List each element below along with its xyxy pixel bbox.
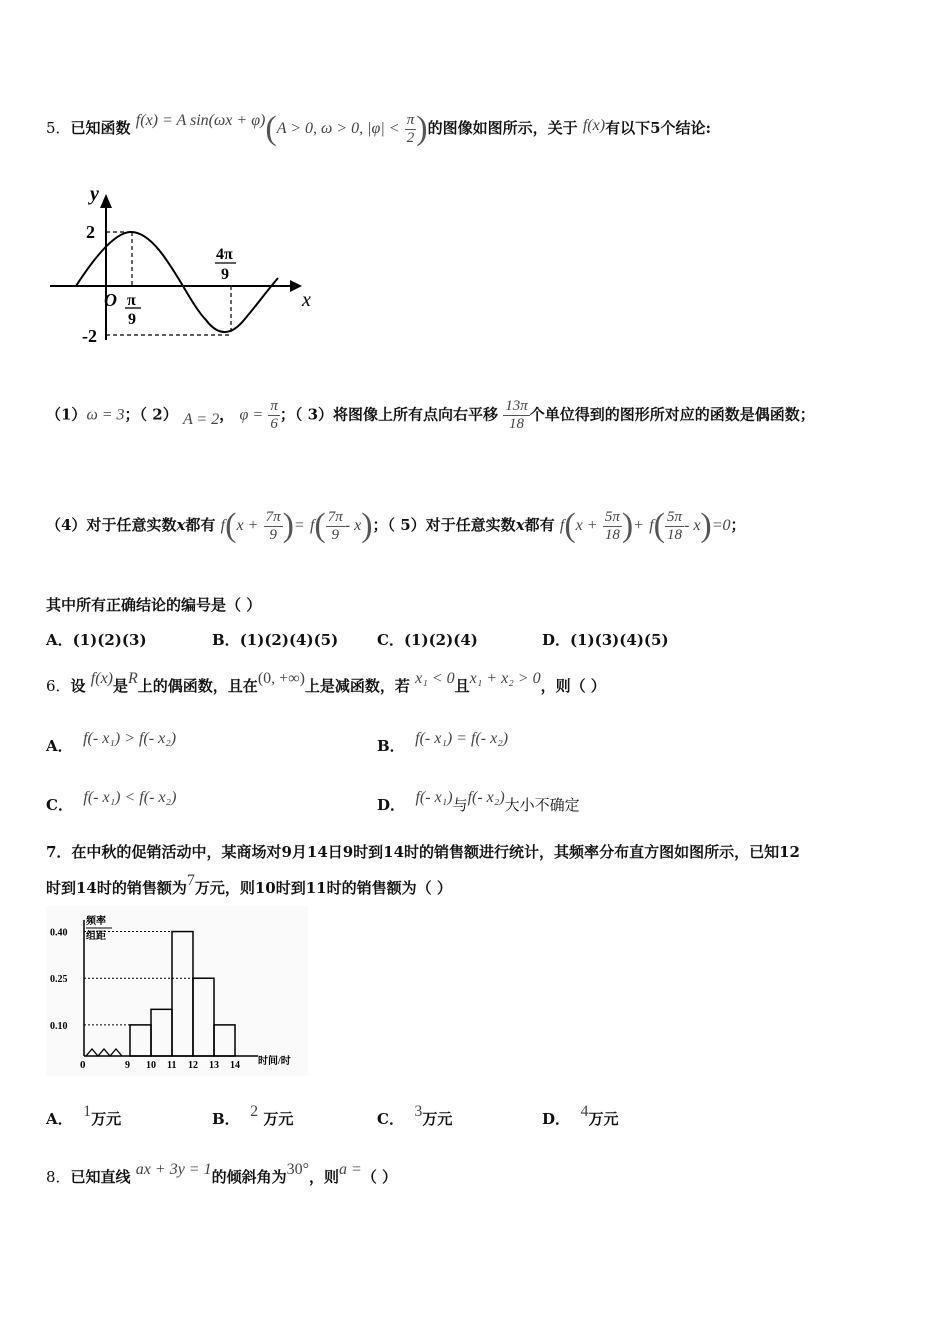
q8-t2: 的倾斜角为: [211, 1168, 287, 1186]
option-tail: 大小不确定: [504, 796, 580, 814]
option-math: f(- x₁) < f(- x₂): [83, 789, 177, 806]
option-text: (1)(2)(3): [72, 631, 147, 649]
q7-option-b[interactable]: [212, 1103, 294, 1129]
y-label: y: [90, 183, 99, 205]
q6-option-b[interactable]: [377, 730, 509, 756]
s4-paren-4: ): [361, 507, 373, 544]
q5-statements-1-3: [46, 398, 815, 433]
phi-num: π: [270, 398, 278, 414]
hist-x-tick: 10: [146, 1060, 156, 1071]
q5-option-b[interactable]: [212, 629, 338, 650]
tick1-num: π: [127, 292, 136, 309]
q6-option-c[interactable]: [46, 789, 177, 815]
s4-fraction-lhs: [264, 509, 283, 544]
q5-suffix2: 有以下5个结论:: [605, 119, 712, 137]
option-label: B．: [212, 631, 240, 649]
q5-option-a[interactable]: [46, 629, 147, 650]
q5-paren-close: ): [416, 110, 428, 147]
option-label: A．: [46, 1110, 73, 1128]
q6-t3: 上的偶函数，且在: [137, 677, 258, 695]
q5-condition: A > 0, ω > 0, |φ| <: [276, 120, 400, 137]
s3-sep: ；（ 3）将图像上所有点向右平移: [279, 405, 499, 424]
s2-math: A = 2: [182, 410, 220, 428]
origin-label: O: [104, 290, 117, 310]
option-num: 1: [83, 1103, 92, 1120]
s5-lhs-pre: x +: [575, 517, 598, 534]
s5-num-1: 5π: [604, 508, 620, 525]
option-label: C．: [377, 1110, 404, 1128]
s5-fraction-1: [603, 509, 622, 544]
q8-t1: 已知直线: [70, 1168, 131, 1186]
option-label: D．: [377, 796, 406, 814]
s3-den: 18: [509, 416, 525, 432]
q5-cond-fraction: [405, 112, 417, 147]
q5-fx: f(x): [582, 117, 606, 134]
option-math: f(- x₁) > f(- x₂): [83, 730, 177, 747]
s5-semicolon: ；: [730, 516, 746, 534]
s5-text: 都有: [524, 516, 555, 534]
s4-num-lhs: 7π: [265, 508, 281, 525]
hist-x-tick: 14: [230, 1060, 240, 1071]
q6-option-a[interactable]: [46, 730, 177, 756]
hist-origin: 0: [80, 1059, 86, 1071]
q7-line2m: 7: [186, 872, 195, 889]
q6-t2: 是: [113, 677, 129, 695]
s5-f-1: f: [559, 517, 565, 534]
option-label: B．: [377, 737, 405, 755]
q5-option-c[interactable]: [377, 629, 478, 650]
hist-x-tick: 12: [188, 1060, 198, 1071]
q6-m5: x₁ + x₂ > 0: [469, 670, 541, 687]
q7-line2: [46, 872, 452, 898]
option-math: f(- x₁) = f(- x₂): [415, 730, 509, 747]
tick1-den: 9: [128, 311, 136, 328]
q5-prefix: 已知函数: [70, 119, 131, 137]
option-mid: 与: [452, 796, 468, 814]
q8-t3: ，则: [309, 1168, 340, 1186]
s4-fraction-rhs: [326, 509, 345, 544]
q6-option-d[interactable]: [377, 789, 580, 815]
s5-den-1: 18: [604, 526, 620, 543]
q8-stem: [46, 1161, 398, 1187]
phi-lhs: φ =: [239, 406, 264, 424]
q7-line2b: 万元，则10时到11时的销售额为（ ）: [194, 879, 452, 897]
s5-paren-1: (: [564, 507, 576, 544]
q6-m2: R: [128, 670, 138, 687]
option-label: A．: [46, 631, 73, 649]
tick2-num: 4π: [216, 246, 233, 263]
q8-m3: a =: [339, 1161, 362, 1178]
option-math: f(- x₁): [415, 789, 453, 806]
option-text: (1)(2)(4)(5): [239, 631, 339, 649]
option-text: (1)(3)(4)(5): [570, 631, 669, 649]
hist-x-tick: 9: [125, 1060, 130, 1071]
option-text: (1)(2)(4): [403, 631, 478, 649]
hist-y-tick: 0.25: [50, 974, 68, 986]
option-label: C．: [46, 796, 73, 814]
s4-label: （4）对于任意实数: [46, 516, 177, 534]
s4-paren-1: (: [225, 507, 237, 544]
s5-tail: =0: [711, 517, 731, 534]
q5-stem: [46, 110, 711, 148]
s3-num: 13π: [505, 398, 528, 414]
q6-stem: [46, 670, 606, 696]
q5-statements-4-5: [46, 507, 746, 545]
option-math2: f(- x₂): [467, 789, 505, 806]
q5-sine-graph: [46, 180, 336, 355]
s4-f-lhs: f: [220, 517, 226, 534]
s2-comma: ，: [219, 405, 235, 424]
q8-t4: （ ）: [361, 1168, 398, 1186]
option-num: 4: [580, 1103, 589, 1120]
s5-paren-2: ): [621, 507, 634, 544]
option-unit: 万元: [91, 1110, 122, 1128]
x-label: x: [302, 289, 311, 311]
s1-math: ω = 3: [86, 406, 125, 424]
s5-plus: +: [633, 517, 644, 534]
option-num: 2: [250, 1103, 259, 1120]
y-min-label: -2: [82, 326, 97, 346]
option-num: 3: [414, 1103, 423, 1120]
s5-rhs-post: - x: [683, 517, 701, 534]
option-unit: 万元: [422, 1110, 453, 1128]
q5-func-def: f(x) = A sin(ωx + φ): [135, 112, 266, 129]
s3-text: 个单位得到的图形所对应的函数是偶函数；: [529, 405, 815, 424]
hist-y-tick: 0.10: [50, 1020, 68, 1032]
q6-m4: x₁ < 0: [415, 670, 455, 687]
option-label: D．: [542, 1110, 571, 1128]
phi-fraction: [268, 398, 280, 433]
hist-y-tick: 0.40: [50, 927, 68, 939]
q5-option-d[interactable]: [542, 629, 669, 650]
q6-t5: 且: [454, 677, 470, 695]
tick2-den: 9: [221, 266, 229, 283]
hist-x-tick: 11: [167, 1060, 177, 1071]
s5-f-2: f: [649, 517, 654, 534]
s4-paren-2: ): [282, 507, 294, 544]
phi-den: 6: [270, 416, 278, 432]
s5-den-2: 18: [666, 526, 682, 543]
q7-line2a: 时到14时的销售额为: [46, 879, 187, 897]
s4-den-rhs: 9: [331, 526, 339, 543]
x-axis-arrow: [290, 280, 302, 292]
s4-paren-3: (: [314, 507, 326, 544]
s4-lhs-pre: x +: [236, 517, 259, 534]
option-unit: 万元: [263, 1110, 294, 1128]
q7-line1: 7．在中秋的促销活动中，某商场对9月14日9时到14时的销售额进行统计，其频率分布直方图如图所示，已知12: [46, 843, 800, 861]
q6-t1: 设: [70, 677, 86, 695]
s3-fraction: [503, 398, 530, 433]
s4-num-rhs: 7π: [327, 508, 343, 525]
q7-histogram: [46, 906, 308, 1076]
q5-ask: 其中所有正确结论的编号是（ ）: [46, 596, 262, 614]
s4-f-rhs: f: [309, 517, 315, 534]
q8-m1: ax + 3y = 1: [135, 1161, 212, 1178]
s5-paren-4: ): [700, 507, 712, 544]
hist-y-title-2: 组距: [86, 931, 106, 942]
q5-cond-den: 2: [406, 129, 415, 146]
s4-text: 都有: [185, 516, 216, 534]
option-label: A．: [46, 737, 73, 755]
option-unit: 万元: [588, 1110, 619, 1128]
q5-suffix: 的图像如图所示，关于: [427, 119, 578, 137]
option-label: D．: [542, 631, 571, 649]
q5-number: 5．: [46, 119, 71, 137]
s5-x: x: [515, 516, 525, 534]
q8-m2: 30°: [286, 1161, 310, 1178]
q7-option-a[interactable]: [46, 1103, 122, 1129]
q6-m1: f(x): [90, 670, 113, 687]
q8-number: 8．: [46, 1168, 71, 1186]
q5-paren-open: (: [265, 110, 277, 147]
q7-option-d[interactable]: [542, 1103, 619, 1129]
hist-y-title-1: 频率: [86, 916, 106, 927]
s5-num-2: 5π: [666, 508, 682, 525]
s1-label: （1）: [46, 405, 87, 424]
q6-t6: ，则（ ）: [540, 677, 606, 695]
y-max-label: 2: [86, 222, 95, 242]
hist-x-tick: 13: [209, 1060, 219, 1071]
q7-option-c[interactable]: [377, 1103, 453, 1129]
s4-x: x: [176, 516, 186, 534]
s5-fraction-2: [665, 509, 684, 544]
s5-paren-3: (: [653, 507, 665, 544]
q6-m3: (0, +∞): [257, 670, 305, 687]
y-axis-arrow: [100, 194, 112, 208]
s4-rhs-post: - x: [344, 517, 362, 534]
q6-number: 6．: [46, 677, 71, 695]
option-label: B．: [212, 1110, 240, 1128]
s4-eq: =: [293, 517, 305, 534]
s4-den-lhs: 9: [269, 526, 277, 543]
q5-cond-num: π: [406, 111, 415, 128]
s2-sep: ；（ 2）: [124, 405, 178, 424]
option-label: C．: [377, 631, 404, 649]
q6-t4: 上是减函数，若: [304, 677, 410, 695]
hist-x-title: 时间/时: [258, 1056, 291, 1067]
s5-sep: ；（ 5）对于任意实数: [372, 516, 516, 534]
